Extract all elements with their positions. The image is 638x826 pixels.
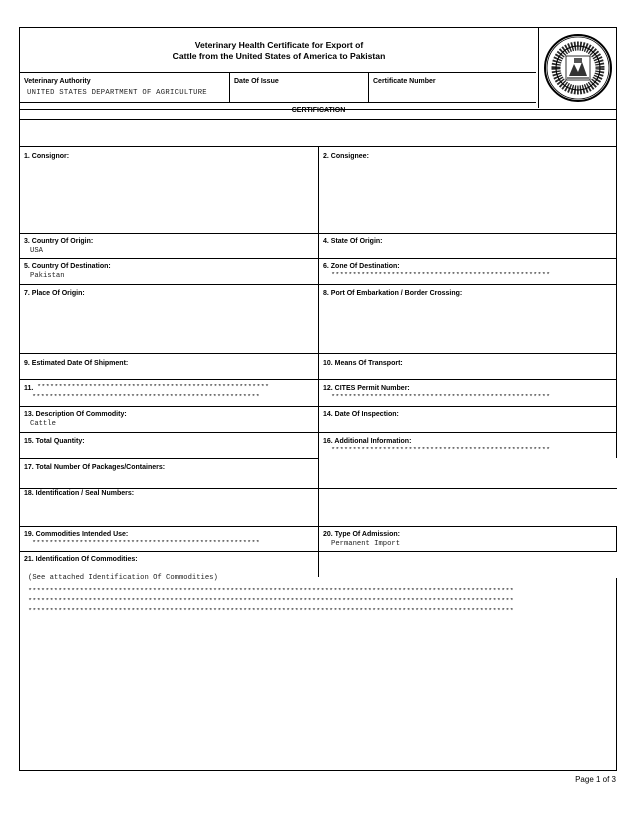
identification-seal-numbers-label: 18. Identification / Seal Numbers: [24, 490, 135, 497]
cites-permit-number-label: 12. CITES Permit Number: [323, 385, 410, 392]
description-of-commodity-value: Cattle [30, 420, 56, 428]
title-line-1: Veterinary Health Certificate for Export of [194, 40, 364, 50]
title-line-2: Cattle from the United States of America to Pakistan [172, 51, 386, 61]
field-11-label: 11. [24, 385, 34, 392]
field-11-value-line-1: ****************************************************** [37, 384, 270, 392]
usda-seal-icon [539, 28, 618, 108]
consignee-label: 2. Consignee: [323, 153, 369, 160]
zone-of-destination-label: 6. Zone Of Destination: [323, 263, 400, 270]
port-of-embarkation-label: 8. Port Of Embarkation / Border Crossing: [323, 290, 463, 297]
type-of-admission-label: 20. Type Of Admission: [323, 531, 401, 538]
type-of-admission-value: Permanent Import [331, 540, 401, 548]
additional-information-value: *************************************************** [331, 447, 551, 455]
estimated-date-of-shipment-label: 9. Estimated Date Of Shipment: [24, 360, 129, 367]
certification-heading: CERTIFICATION [291, 107, 346, 114]
date-of-issue-label: Date Of Issue [234, 78, 279, 85]
seal-box [538, 28, 617, 108]
means-of-transport-label: 10. Means Of Transport: [323, 360, 403, 367]
page-number: Page 1 of 3 [575, 775, 616, 784]
country-of-destination-label: 5. Country Of Destination: [24, 263, 111, 270]
place-of-origin-label: 7. Place Of Origin: [24, 290, 85, 297]
identification-of-commodities-stars-1: ***************************************************************************************************************** [28, 588, 514, 596]
certificate-form [19, 27, 617, 771]
veterinary-authority-label: Veterinary Authority [24, 78, 91, 85]
commodities-intended-use-label: 19. Commodities Intended Use: [24, 531, 129, 538]
date-of-inspection-label: 14. Date Of Inspection: [323, 411, 399, 418]
commodities-intended-use-value: ***************************************************** [32, 540, 260, 548]
zone-of-destination-value: *************************************************** [331, 272, 551, 280]
certificate-number-label: Certificate Number [373, 78, 436, 85]
total-quantity-label: 15. Total Quantity: [24, 438, 85, 445]
country-of-origin-label: 3. Country Of Origin: [24, 238, 94, 245]
country-of-origin-value: USA [30, 247, 43, 255]
country-of-destination-value: Pakistan [30, 272, 65, 280]
state-of-origin-label: 4. State Of Origin: [323, 238, 383, 245]
identification-of-commodities-note: (See attached Identification Of Commodities) [28, 574, 218, 582]
veterinary-authority-value: UNITED STATES DEPARTMENT OF AGRICULTURE [27, 89, 207, 97]
identification-of-commodities-label: 21. Identification Of Commodities: [24, 556, 138, 563]
total-packages-label: 17. Total Number Of Packages/Containers: [24, 464, 166, 471]
field-11-value-line-2: ***************************************************** [32, 394, 260, 402]
cites-permit-number-value: *************************************************** [331, 394, 551, 402]
additional-information-label: 16. Additional Information: [323, 438, 412, 445]
identification-of-commodities-stars-2: ***************************************************************************************************************** [28, 598, 514, 606]
identification-of-commodities-stars-3: ***************************************************************************************************************** [28, 608, 514, 616]
consignor-label: 1. Consignor: [24, 153, 70, 160]
description-of-commodity-label: 13. Description Of Commodity: [24, 411, 127, 418]
